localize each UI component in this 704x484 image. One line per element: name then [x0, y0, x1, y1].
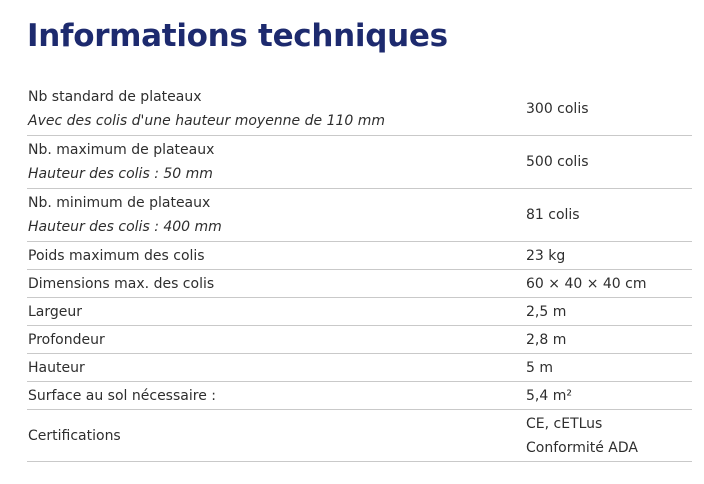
- row-label: Surface au sol nécessaire :: [28, 387, 216, 404]
- row-sublabel: Avec des colis d'une hauteur moyenne de 110 mm: [28, 112, 386, 129]
- row-value-cell: [526, 410, 692, 461]
- page-title: Informations techniques: [27, 18, 448, 54]
- row-label-cell: [27, 242, 526, 269]
- row-label: Certifications: [28, 427, 121, 444]
- row-value: 5,4 m²: [526, 387, 572, 404]
- row-label-cell: [27, 270, 526, 297]
- table-row: [27, 189, 692, 242]
- row-value: 2,5 m: [526, 303, 567, 320]
- row-label: Dimensions max. des colis: [28, 275, 215, 292]
- row-label: Nb. maximum de plateaux: [28, 142, 215, 158]
- row-value-cell: [526, 326, 692, 353]
- row-value-cell: [526, 242, 692, 269]
- row-value: 60 × 40 × 40 cm: [526, 275, 647, 292]
- row-label: Nb standard de plateaux: [28, 88, 202, 105]
- row-value: 81 colis: [526, 207, 580, 223]
- row-value: 500 colis: [526, 154, 589, 170]
- row-value: CE, cETLus: [526, 415, 603, 432]
- row-label-cell: [27, 298, 526, 325]
- row-label-cell: [27, 136, 526, 188]
- table-row: [27, 410, 692, 462]
- row-value-cell: [526, 136, 692, 188]
- row-value-cell: [526, 82, 692, 135]
- row-label-cell: [27, 382, 526, 409]
- row-value-cell: [526, 298, 692, 325]
- row-sublabel: Hauteur des colis : 400 mm: [28, 219, 222, 235]
- row-value-cell: [526, 354, 692, 381]
- row-label-cell: [27, 410, 526, 461]
- table-row: [27, 354, 692, 382]
- row-label-cell: [27, 189, 526, 241]
- row-label-cell: [27, 82, 526, 135]
- specs-table: [27, 82, 692, 462]
- row-value: 300 colis: [526, 100, 589, 117]
- row-label-cell: [27, 354, 526, 381]
- row-value: 23 kg: [526, 247, 566, 264]
- table-row: [27, 136, 692, 189]
- row-label-cell: [27, 326, 526, 353]
- row-value-cell: [526, 270, 692, 297]
- table-row: [27, 82, 692, 136]
- table-row: [27, 326, 692, 354]
- row-value-secondary: Conformité ADA: [526, 439, 638, 456]
- table-row: [27, 298, 692, 326]
- row-label: Largeur: [28, 303, 83, 320]
- row-value-cell: [526, 189, 692, 241]
- row-label: Profondeur: [28, 331, 105, 348]
- row-label: Nb. minimum de plateaux: [28, 195, 211, 211]
- row-label: Hauteur: [28, 359, 85, 376]
- row-value-cell: [526, 382, 692, 409]
- row-sublabel: Hauteur des colis : 50 mm: [28, 166, 213, 182]
- table-row: [27, 270, 692, 298]
- row-value: 5 m: [526, 359, 553, 376]
- table-row: [27, 382, 692, 410]
- row-label: Poids maximum des colis: [28, 247, 205, 264]
- table-row: [27, 242, 692, 270]
- row-value: 2,8 m: [526, 331, 567, 348]
